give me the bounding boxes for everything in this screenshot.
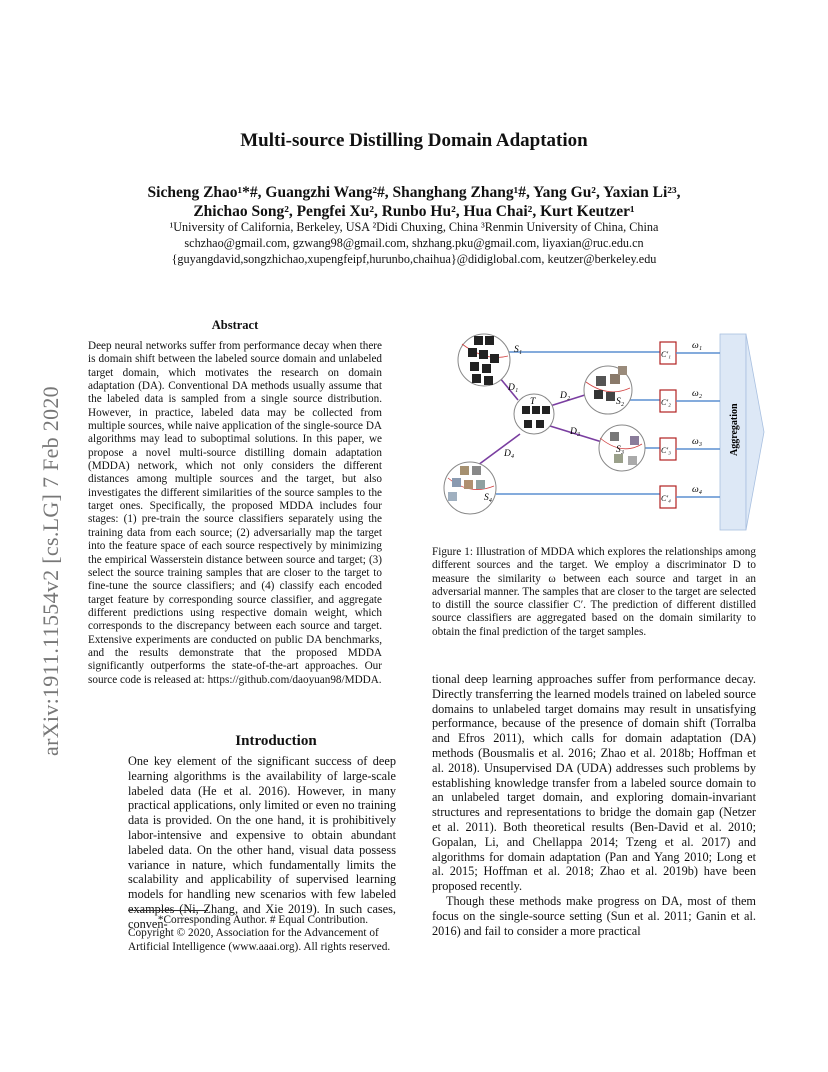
author-list bbox=[80, 183, 748, 221]
source-s3-label: S₃ bbox=[616, 445, 625, 455]
arxiv-identifier: arXiv:1911.11554v2 [cs.LG] 7 Feb 2020 bbox=[38, 386, 63, 756]
intro-paragraph-1: tional deep learning approaches suffer from performance decay. Directly transferring the learned models trained on labeled source domains to unlabeled target domains may result in unsatisfying performance, because of the presence of domain shift (Torralba and Efros 2011), which calls for domain adaptation (DA) methods (Bousmalis et al. 2016; Zhao et al. 2018b; Hoffman et al. 2018). Unsupervised DA (UDA) addresses such problems by establishing knowledge transfer from a labeled source domain to an unlabeled target domain, and exploring domain-invariant structures and representations to bridge the domain gap (Netzer et al. 2011). Both theoretical results (Ben-David et al. 2010; Gopalan, Li, and Chellappa 2014; Tzeng et al. 2017) and algorithms for domain adaptation (Pan and Yang 2010; Long et al. 2015; Hoffman et al. 2018; Zhao et al. 2019b) have been proposed recently. bbox=[432, 672, 756, 894]
aggregation-arrow bbox=[746, 334, 764, 530]
authors-line-1: Sicheng Zhao¹*#, Guangzhi Wang²#, Shanghang Zhang¹#, Yang Gu², Yaxian Li²³, bbox=[147, 184, 681, 201]
classifier-c2 bbox=[660, 390, 676, 412]
weight-w2-label: ω₂ bbox=[692, 389, 703, 399]
classifier-c4 bbox=[660, 486, 676, 508]
source-s1-label: S₁ bbox=[514, 345, 523, 355]
distance-d1-label: D₁ bbox=[508, 383, 519, 393]
intro-paragraph-2: Though these methods make progress on DA, most of them focus on the single-source setting (Sun et al. 2011; Ganin et al. 2016) and fail to consider a more practical bbox=[432, 893, 756, 938]
classifier-c3 bbox=[660, 438, 676, 460]
weight-w1-label: ω₁ bbox=[692, 341, 703, 351]
distance-d4-label: D₄ bbox=[504, 449, 515, 459]
emails-line-1: schzhao@gmail.com, gzwang98@gmail.com, shzhang.pku@gmail.com, liyaxian@ruc.edu.cn bbox=[184, 236, 644, 250]
affiliation-line: ¹University of California, Berkeley, USA ²Didi Chuxing, China ³Renmin University of China, China bbox=[169, 220, 659, 234]
emails-line-2: {guyangdavid,songzhichao,xupengfeipf,hurunbo,chaihua}@didiglobal.com, keutzer@berkeley.edu bbox=[171, 252, 657, 266]
abstract-text: Deep neural networks suffer from performance decay when there is domain shift between the labeled source domain and unlabeled target domain, which motivates the research on domain adaptation (DA). Conventional DA methods usually assume that the labeled data is sampled from a single source distribution. However, in practice, labeled data may be collected from multiple sources, while naive application of the single-source DA algorithms may lead to suboptimal solutions. In this paper, we propose a novel multi-source distilling domain adaptation (MDDA) network, which not only considers the different distances among multiple sources and the target, but also investigates the different similarities of the source samples to the target ones. Specifically, the proposed MDDA includes four stages: (1) pre-train the source classifiers separately using the training data from each source; (2) adversarially map the target into the feature space of each source respectively by minimizing the empirical Wasserstein distance between source and target; (3) select the source training samples that are closer to the target to fine-tune the source classifiers; and (4) classify each encoded target feature by corresponding source classifier, and aggregate different predictions using respective domain weight, which corresponds to the discrepancy between each source and target. Extensive experiments are conducted on public DA benchmarks, and the results demonstrate that the proposed MDDA significantly outperforms the state-of-the-art approaches. Our source code is released at: https://github.com/daoyuan98/MDDA. bbox=[88, 340, 382, 686]
classifier-c1-label: C′₁ bbox=[661, 350, 671, 359]
classifier-c1 bbox=[660, 342, 676, 364]
distance-d2-label: D₂ bbox=[560, 391, 571, 401]
distance-d3-label: D₃ bbox=[570, 427, 581, 437]
classifier-c4-label: C′₄ bbox=[661, 494, 671, 503]
classifier-c3-label: C′₃ bbox=[661, 446, 671, 455]
introduction-heading: Introduction bbox=[235, 733, 317, 749]
source-s2-label: S₂ bbox=[616, 397, 625, 407]
affiliations bbox=[80, 219, 748, 267]
weight-w4-label: ω₄ bbox=[692, 485, 703, 495]
abstract-heading: Abstract bbox=[211, 318, 259, 332]
classifier-c2-label: C′₂ bbox=[661, 398, 671, 407]
source-s4-label: S₄ bbox=[484, 493, 493, 503]
footnote-corresponding: *Corresponding Author. # Equal Contribution. bbox=[157, 914, 369, 926]
arxiv-sidebar bbox=[18, 296, 63, 756]
footnote-rule bbox=[128, 910, 208, 911]
figure-1-diagram bbox=[430, 328, 780, 538]
paper-title: Multi-source Distilling Domain Adaptation bbox=[240, 130, 588, 151]
figure-1-caption: Figure 1: Illustration of MDDA which explores the relationships among different sources and the target. We employ a discriminator D to measure the similarity ω between each source and target in an adversarial manner. The samples that are closer to the target are selected to distill the source classifier C′. The prediction of different distilled source classifiers are aggregated based on the domain similarity to obtain the final prediction of the target samples. bbox=[432, 546, 756, 638]
target-label: T bbox=[530, 397, 536, 407]
introduction-text-left: One key element of the significant success of deep learning algorithms is the availability of large-scale labeled data (He et al. 2016). However, in many practical applications, only limited or even no training data is provided. On the one hand, it is prohibitively labor-intensive and expensive to obtain abundant labeled data. On the other hand, visual data possess variance in nature, which fundamentally limits the scalability and applicability of supervised learning models for handling new scenarios with few labeled examples (Ni, Zhang, and Xie 2019). In such cases, conven- bbox=[128, 754, 396, 931]
footnotes bbox=[128, 914, 398, 954]
aggregation-label: Aggregation bbox=[729, 403, 740, 456]
introduction-text-right bbox=[432, 672, 756, 938]
authors-line-2: Zhichao Song², Pengfei Xu², Runbo Hu², Hua Chai², Kurt Keutzer¹ bbox=[193, 203, 635, 220]
weight-w3-label: ω₃ bbox=[692, 437, 703, 447]
footnote-copyright: Copyright © 2020, Association for the Advancement of Artificial Intelligence (www.aaai.org). All rights reserved. bbox=[128, 927, 391, 953]
